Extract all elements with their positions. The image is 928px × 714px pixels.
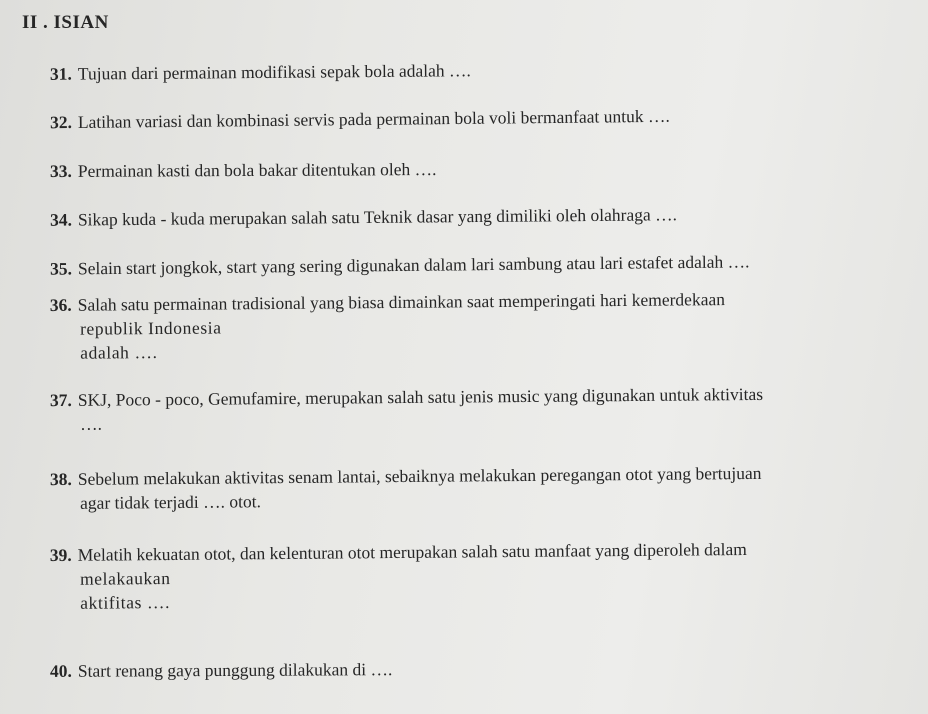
question-number: 31. [49,63,72,84]
question-text: Tujuan dari permainan modifikasi sepak bola adalah …. [77,60,471,84]
question-text: Sebelum melakukan aktivitas senam lantai, sebaiknya melakukan peregangan otot yang bertujuan [77,462,762,489]
question-number: 39. [49,544,72,566]
section-title: II . ISIAN [22,12,109,33]
question-text: Start renang gaya punggung dilakukan di …. [77,659,393,681]
question-number: 33. [49,160,72,182]
question-continuation: republik Indonesia [79,317,222,339]
question-number: 38. [49,468,72,490]
question-text: Permainan kasti dan bola bakar ditentukan oleh …. [77,158,437,181]
question-32 [50,104,670,134]
question-35 [50,249,750,280]
question-text: Melatih kekuatan otot, dan kelenturan otot merupakan salah satu manfaat yang diperoleh dalam [77,538,747,565]
question-31 [50,58,471,86]
question-38 [50,461,762,515]
question-text: Sikap kuda - kuda merupakan salah satu Teknik dasar yang dimiliki oleh olahraga …. [77,204,678,230]
question-number: 34. [49,209,72,230]
question-continuation: agar tidak terjadi …. otot. [80,491,261,513]
question-37 [50,382,764,436]
question-text: Latihan variasi dan kombinasi servis pada permainan bola voli bermanfaat untuk …. [77,105,670,132]
question-number: 36. [49,294,72,315]
question-39 [50,537,748,615]
question-text: Selain start jongkok, start yang sering digunakan dalam lari sambung atau lari estafet adalah …. [77,251,750,279]
question-continuation: aktifitas …. [80,591,171,613]
question-33 [50,157,437,183]
question-number: 32. [49,112,72,133]
question-36 [50,287,726,365]
question-34 [50,202,677,231]
question-text: Salah satu permainan tradisional yang biasa dimainkan saat memperingati hari kemerdekaan [77,289,726,315]
question-text: SKJ, Poco - poco, Gemufamire, merupakan salah satu jenis music yang digunakan untuk aktivitas [77,383,764,410]
question-40 [50,657,392,683]
question-continuation: adalah …. [80,342,158,363]
question-continuation: melakaukan [79,567,171,589]
question-continuation: …. [80,413,103,434]
question-number: 35. [49,258,72,279]
question-number: 37. [49,389,72,411]
question-number: 40. [49,660,72,681]
